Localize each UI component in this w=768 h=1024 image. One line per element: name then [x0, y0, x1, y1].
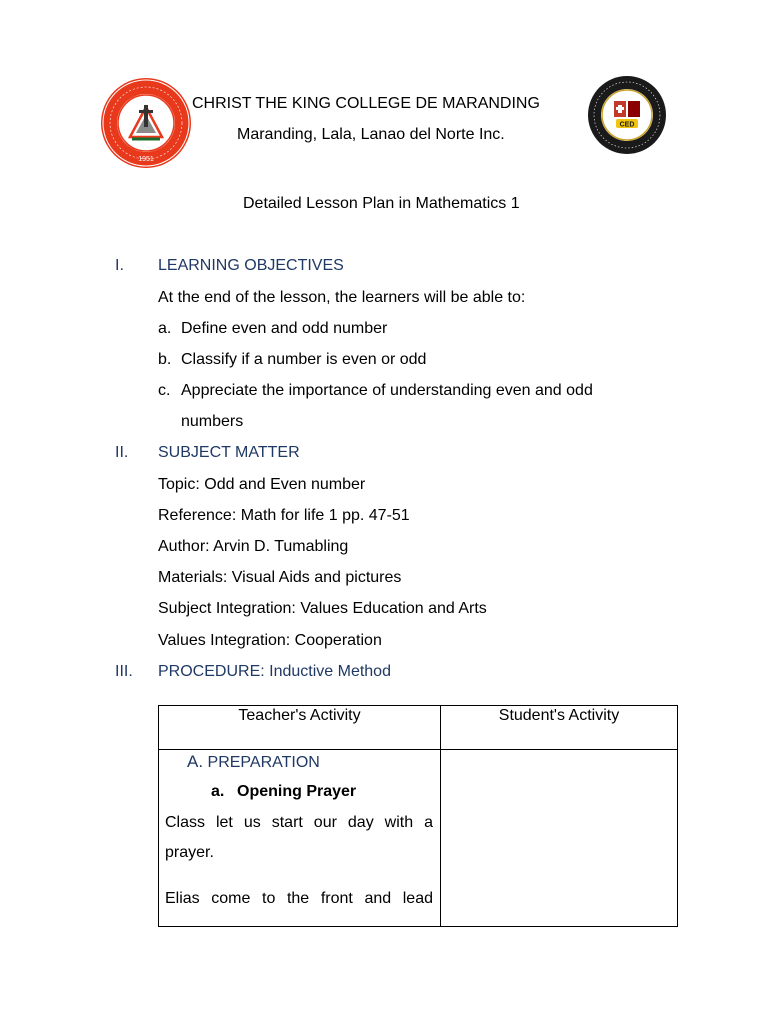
objective-label: b.: [158, 351, 172, 368]
college-seal-icon: [100, 77, 192, 169]
section-numeral: III.: [115, 663, 133, 680]
teacher-paragraph-line: prayer.: [165, 844, 214, 861]
section-heading: PROCEDURE: Inductive Method: [158, 663, 391, 680]
section-numeral: II.: [115, 444, 129, 461]
section-heading: LEARNING OBJECTIVES: [158, 257, 344, 274]
student-activity-cell: [441, 750, 678, 927]
teacher-activity-cell: [159, 750, 441, 927]
objective-item: [158, 382, 593, 400]
subject-matter-line: Subject Integration: Values Education and Arts: [158, 600, 487, 617]
teacher-paragraph-line: Class let us start our day with a: [165, 814, 433, 831]
svg-text:CED: CED: [619, 121, 635, 129]
objective-label: c.: [158, 382, 171, 399]
subject-matter-line: Reference: Math for life 1 pp. 47-51: [158, 507, 410, 524]
preparation-title: PREPARATION: [207, 754, 320, 771]
teacher-paragraph-line: Elias come to the front and lead: [165, 890, 433, 907]
objectives-intro: At the end of the lesson, the learners will be able to:: [158, 289, 526, 306]
teacher-activity-header: Teacher's Activity: [159, 706, 441, 750]
objective-label: a.: [158, 320, 172, 337]
subject-matter-line: Materials: Visual Aids and pictures: [158, 569, 402, 586]
ced-seal-icon: [587, 75, 667, 155]
opening-prayer-heading: [211, 783, 356, 801]
objective-text: Define even and odd number: [181, 320, 388, 337]
lesson-plan-title: Detailed Lesson Plan in Mathematics 1: [243, 195, 520, 212]
college-address: Maranding, Lala, Lanao del Norte Inc.: [237, 126, 505, 143]
subject-matter-line: Topic: Odd and Even number: [158, 476, 366, 493]
left-college-seal: [100, 77, 192, 169]
objective-continuation: numbers: [181, 413, 244, 430]
svg-text:1951: 1951: [138, 156, 154, 163]
preparation-label: A.: [187, 752, 204, 771]
section-numeral: I.: [115, 257, 124, 274]
activity-table: [158, 705, 678, 927]
student-activity-header: Student's Activity: [441, 706, 678, 750]
section-heading: SUBJECT MATTER: [158, 444, 300, 461]
objective-text: Appreciate the importance of understanding even and odd: [181, 382, 593, 399]
right-ced-seal: [587, 75, 667, 155]
subject-matter-line: Author: Arvin D. Tumabling: [158, 538, 349, 555]
objective-text: Classify if a number is even or odd: [181, 351, 427, 368]
opening-prayer-title: Opening Prayer: [237, 783, 357, 800]
table-header-row: [159, 706, 678, 750]
subject-matter-line: Values Integration: Cooperation: [158, 632, 382, 649]
objective-item: [158, 320, 387, 338]
preparation-heading: [187, 752, 320, 772]
objective-item: [158, 351, 426, 369]
opening-prayer-label: a.: [211, 783, 225, 800]
table-row: [159, 750, 678, 927]
college-name: CHRIST THE KING COLLEGE DE MARANDING: [192, 95, 540, 112]
